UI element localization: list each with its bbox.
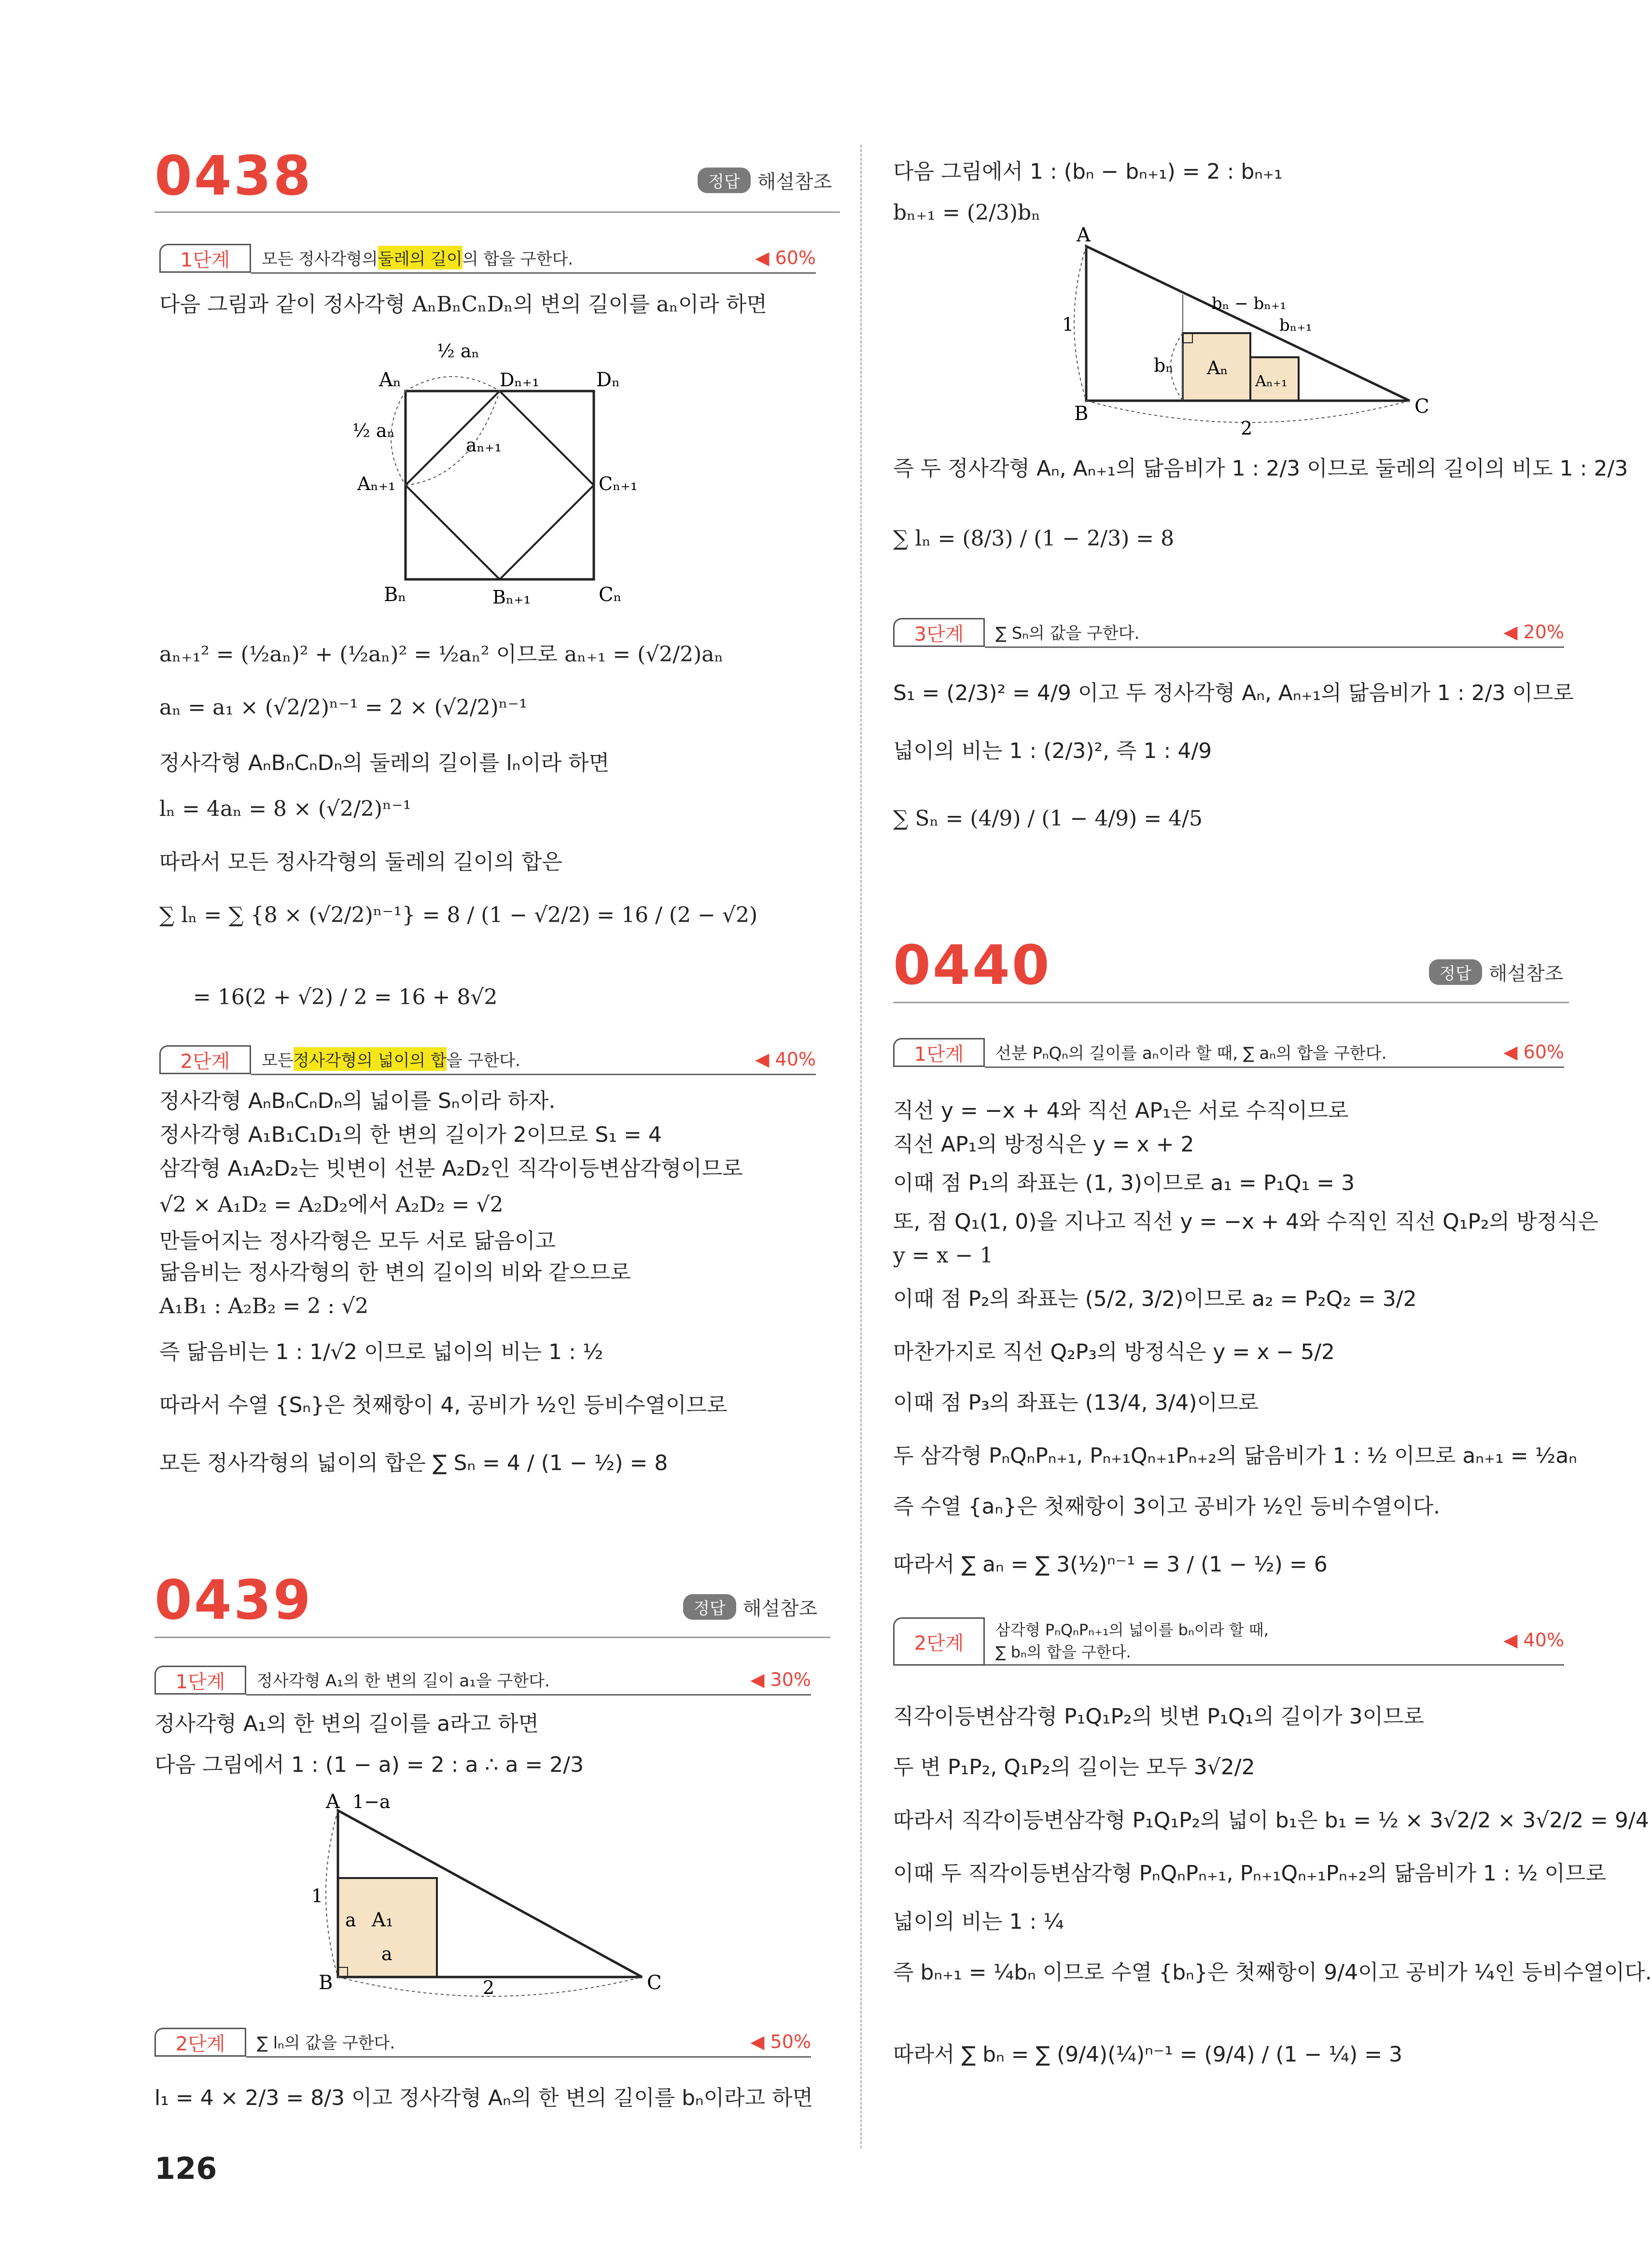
text-line: 직선 y = −x + 4와 직선 AP₁은 서로 수직이므로 xyxy=(893,1098,1349,1123)
step-0439-3 xyxy=(893,618,1564,647)
step-percent: ◀ 40% xyxy=(724,1045,816,1075)
text-line: y = x − 1 xyxy=(893,1243,994,1268)
text-line: 즉 닮음비는 1 : 1/√2 이므로 넓이의 비는 1 : ½ xyxy=(159,1340,603,1364)
label-Bn1: Bₙ₊₁ xyxy=(492,587,531,608)
label-A: A xyxy=(1077,224,1091,246)
text-line: 모든 정사각형의 넓이의 합은 ∑ Sₙ = 4 / (1 − ½) = 8 xyxy=(159,1451,668,1475)
label-Cn1: Cₙ₊₁ xyxy=(599,473,638,494)
label-Bn: Bₙ xyxy=(384,584,406,606)
text-line: ∑ lₙ = (8/3) / (1 − 2/3) = 8 xyxy=(893,526,1175,551)
text-line: 정사각형 A₁의 한 변의 길이를 a라고 하면 xyxy=(154,1711,539,1736)
label-An: Aₙ xyxy=(1207,357,1228,379)
outer-square xyxy=(406,391,594,579)
step-desc-post: 의 합을 구한다. xyxy=(462,250,574,269)
text-line: 두 삼각형 PₙQₙPₙ₊₁, Pₙ₊₁Qₙ₊₁Pₙ₊₂의 닮음비가 1 : ½ 이므로 aₙ₊₁ = ½aₙ xyxy=(893,1444,1577,1468)
text-line: 정사각형 AₙBₙCₙDₙ의 넓이를 Sₙ이라 하자. xyxy=(159,1089,556,1113)
step-desc-highlight: 둘레의 길이 xyxy=(378,246,462,269)
step-0438-2 xyxy=(159,1045,816,1074)
arc-one xyxy=(326,1810,338,1977)
step-desc-post: 을 구한다. xyxy=(446,1051,520,1070)
text-line: 직선 AP₁의 방정식은 y = x + 2 xyxy=(893,1132,1194,1157)
step-percent: ◀ 50% xyxy=(719,2027,811,2058)
step-desc: ∑ Sₙ의 값을 구한다. xyxy=(985,617,1472,648)
problem-number-0440: 0440 xyxy=(893,934,1051,997)
step-percent: ◀ 20% xyxy=(1472,617,1564,648)
text-line: 따라서 모든 정사각형의 둘레의 길이의 합은 xyxy=(159,850,563,874)
text-line: 정사각형 A₁B₁C₁D₁의 한 변의 길이가 2이므로 S₁ = 4 xyxy=(159,1122,662,1147)
label-C: C xyxy=(1414,395,1429,418)
text-line: ∑ Sₙ = (4/9) / (1 − 4/9) = 4/5 xyxy=(893,806,1203,831)
step-tag: 2단계 xyxy=(154,2028,246,2057)
answer-label-0438 xyxy=(698,167,832,194)
text-line: 다음 그림과 같이 정사각형 AₙBₙCₙDₙ의 변의 길이를 aₙ이라 하면 xyxy=(159,292,767,317)
text-line: 마찬가지로 직선 Q₂P₃의 방정식은 y = x − 5/2 xyxy=(893,1340,1335,1364)
label-one: 1 xyxy=(1062,314,1074,335)
triangle-figure-0439 xyxy=(299,1789,676,1996)
text-line: 다음 그림에서 1 : (1 − a) = 2 : a ∴ a = 2/3 xyxy=(154,1753,584,1777)
text-line: 즉 두 정사각형 Aₙ, Aₙ₊₁의 닮음비가 1 : 2/3 이므로 둘레의 길이의 비도 1 : 2/3 xyxy=(893,456,1628,481)
step-desc xyxy=(251,243,724,274)
label-An1: Aₙ₊₁ xyxy=(357,473,396,494)
step-percent: ◀ 30% xyxy=(719,1665,811,1696)
label-half-left: ½ aₙ xyxy=(352,420,395,441)
problem-number-0439: 0439 xyxy=(154,1569,313,1632)
label-B: B xyxy=(319,1972,333,1994)
label-bn: bₙ xyxy=(1154,355,1174,376)
step-desc: 선분 PₙQₙ의 길이를 aₙ이라 할 때, ∑ aₙ의 합을 구한다. xyxy=(985,1038,1472,1068)
arc-one xyxy=(1074,246,1086,401)
label-B: B xyxy=(1074,403,1089,425)
text-line: 넓이의 비는 1 : (2/3)², 즉 1 : 4/9 xyxy=(893,739,1212,763)
step-tag: 3단계 xyxy=(893,618,985,647)
step-tag: 1단계 xyxy=(893,1038,985,1067)
answer-text: 해설참조 xyxy=(1488,963,1564,985)
text-line: S₁ = (2/3)² = 4/9 이고 두 정사각형 Aₙ, Aₙ₊₁의 닮음비가 1 : 2/3 이므로 xyxy=(893,681,1574,705)
text-line: 넓이의 비는 1 : ¼ xyxy=(893,1909,1064,1934)
label-bn1: bₙ₊₁ xyxy=(1279,316,1313,335)
text-line: 따라서 수열 {Sₙ}은 첫째항이 4, 공비가 ½인 등비수열이므로 xyxy=(159,1393,728,1417)
text-line: ∑ lₙ = ∑ {8 × (√2/2)ⁿ⁻¹} = 8 / (1 − √2/2) = 16 / (2 − √2) xyxy=(159,903,758,927)
step-desc-line2: ∑ bₙ의 합을 구한다. xyxy=(995,1643,1131,1661)
label-an1: aₙ₊₁ xyxy=(466,435,502,456)
text-line: = 16(2 + √2) / 2 = 16 + 8√2 xyxy=(193,985,498,1010)
text-line: 또, 점 Q₁(1, 0)을 지나고 직선 y = −x + 4와 수직인 직선 Q₁P₂의 방정식은 xyxy=(893,1209,1599,1234)
answer-label-0439 xyxy=(683,1593,817,1621)
text-line: 정사각형 AₙBₙCₙDₙ의 둘레의 길이를 lₙ이라 하면 xyxy=(159,751,610,775)
label-Dn: Dₙ xyxy=(596,369,620,391)
answer-label-0440 xyxy=(1429,958,1563,986)
header-rule xyxy=(893,1002,1569,1003)
text-line: 즉 bₙ₊₁ = ¼bₙ 이므로 수열 {bₙ}은 첫째항이 9/4이고 공비가 ¼인 등비수열이다. xyxy=(893,1960,1652,1985)
text-line: 이때 점 P₂의 좌표는 (5/2, 3/2)이므로 a₂ = P₂Q₂ = 3/2 xyxy=(893,1287,1417,1311)
step-desc-line1: 삼각형 PₙQₙPₙ₊₁의 넓이를 bₙ이라 할 때, xyxy=(995,1621,1269,1639)
label-A1: A₁ xyxy=(372,1909,393,1931)
label-An1: Aₙ₊₁ xyxy=(1255,372,1288,390)
label-A: A xyxy=(326,1791,340,1813)
label-a-side: a xyxy=(345,1909,356,1931)
label-half-top: ½ aₙ xyxy=(437,340,480,362)
label-two: 2 xyxy=(483,1977,495,1998)
step-percent: ◀ 60% xyxy=(724,243,816,274)
page-number: 126 xyxy=(154,2151,217,2186)
label-a-bottom: a xyxy=(381,1943,392,1964)
problem-number-0438: 0438 xyxy=(154,145,313,208)
step-desc xyxy=(985,1616,1472,1666)
step-tag: 1단계 xyxy=(154,1666,246,1695)
label-Cn: Cₙ xyxy=(599,584,622,606)
step-0440-1 xyxy=(893,1038,1564,1067)
answer-text: 해설참조 xyxy=(742,1598,818,1620)
step-tag: 2단계 xyxy=(893,1617,985,1666)
label-Dn1: Dₙ₊₁ xyxy=(500,369,540,391)
text-line: 닮음비는 정사각형의 한 변의 길이의 비와 같으므로 xyxy=(159,1260,631,1285)
step-0438-1 xyxy=(159,244,816,273)
step-0439-2 xyxy=(154,2028,811,2057)
step-0439-1 xyxy=(154,1666,811,1695)
text-line: 만들어지는 정사각형은 모두 서로 닮음이고 xyxy=(159,1229,556,1253)
triangle-figure-0439-b xyxy=(1028,224,1429,444)
step-desc-pre: 모든 정사각형의 xyxy=(262,250,378,269)
text-line: 다음 그림에서 1 : (bₙ − bₙ₊₁) = 2 : bₙ₊₁ xyxy=(893,159,1283,184)
text-line: 두 변 P₁P₂, Q₁P₂의 길이는 모두 3√2/2 xyxy=(893,1755,1255,1780)
text-line: 직각이등변삼각형 P₁Q₁P₂의 빗변 P₁Q₁의 길이가 3이므로 xyxy=(893,1704,1425,1729)
step-tag: 2단계 xyxy=(159,1045,251,1074)
text-line: 따라서 ∑ aₙ = ∑ 3(½)ⁿ⁻¹ = 3 / (1 − ½) = 6 xyxy=(893,1552,1328,1577)
text-line: 따라서 직각이등변삼각형 P₁Q₁P₂의 넓이 b₁은 b₁ = ½ × 3√2/2 × 3√2/2 = 9/4 xyxy=(893,1808,1649,1833)
answer-badge: 정답 xyxy=(683,1594,736,1620)
arc-top xyxy=(406,377,500,391)
step-desc-highlight: 정사각형의 넓이의 합 xyxy=(294,1047,447,1071)
step-desc-pre: 모든 xyxy=(262,1051,294,1070)
label-two: 2 xyxy=(1241,418,1253,439)
label-one-minus-a: 1−a xyxy=(352,1791,391,1812)
label-C: C xyxy=(647,1972,662,1994)
text-line: aₙ₊₁² = (½aₙ)² + (½aₙ)² = ½aₙ² 이므로 aₙ₊₁ = (√2/2)aₙ xyxy=(159,642,724,667)
text-line: 이때 두 직각이등변삼각형 PₙQₙPₙ₊₁, Pₙ₊₁Qₙ₊₁Pₙ₊₂의 닮음비가 1 : ½ 이므로 xyxy=(893,1861,1606,1886)
answer-text: 해설참조 xyxy=(757,171,832,193)
step-desc: ∑ lₙ의 값을 구한다. xyxy=(246,2027,719,2058)
text-line: aₙ = a₁ × (√2/2)ⁿ⁻¹ = 2 × (√2/2)ⁿ⁻¹ xyxy=(159,695,528,720)
column-divider xyxy=(860,145,862,2148)
text-line: 따라서 ∑ bₙ = ∑ (9/4)(¼)ⁿ⁻¹ = (9/4) / (1 − ¼) = 3 xyxy=(893,2042,1403,2067)
text-line: lₙ = 4aₙ = 8 × (√2/2)ⁿ⁻¹ xyxy=(159,797,411,821)
inner-square xyxy=(406,391,594,579)
text-line: A₁B₁ : A₂B₂ = 2 : √2 xyxy=(159,1294,369,1318)
text-line: l₁ = 4 × 2/3 = 8/3 이고 정사각형 Aₙ의 한 변의 길이를 bₙ이라고 하면 xyxy=(154,2086,813,2110)
label-An: Aₙ xyxy=(379,369,402,391)
header-rule xyxy=(154,1637,830,1638)
header-rule xyxy=(154,211,840,213)
label-one: 1 xyxy=(311,1885,323,1907)
text-line: 삼각형 A₁A₂D₂는 빗변이 선분 A₂D₂인 직각이등변삼각형이므로 xyxy=(159,1156,743,1181)
text-line: bₙ₊₁ = (2/3)bₙ xyxy=(893,200,1041,225)
step-percent: ◀ 60% xyxy=(1472,1038,1564,1068)
text-line: 이때 점 P₃의 좌표는 (13/4, 3/4)이므로 xyxy=(893,1390,1259,1415)
square-figure-0438 xyxy=(338,333,666,613)
step-tag: 1단계 xyxy=(159,244,251,273)
answer-badge: 정답 xyxy=(698,168,751,193)
step-desc: 정사각형 A₁의 한 변의 길이 a₁을 구한다. xyxy=(246,1665,719,1696)
text-line: √2 × A₁D₂ = A₂D₂에서 A₂D₂ = √2 xyxy=(159,1192,504,1217)
answer-badge: 정답 xyxy=(1429,959,1482,985)
step-percent: ◀ 40% xyxy=(1472,1616,1564,1666)
label-diff: bₙ − bₙ₊₁ xyxy=(1212,294,1287,313)
step-0440-2 xyxy=(893,1613,1564,1666)
text-line: 이때 점 P₁의 좌표는 (1, 3)이므로 a₁ = P₁Q₁ = 3 xyxy=(893,1171,1355,1195)
step-desc xyxy=(251,1045,724,1075)
text-line: 즉 수열 {aₙ}은 첫째항이 3이고 공비가 ½인 등비수열이다. xyxy=(893,1494,1441,1519)
